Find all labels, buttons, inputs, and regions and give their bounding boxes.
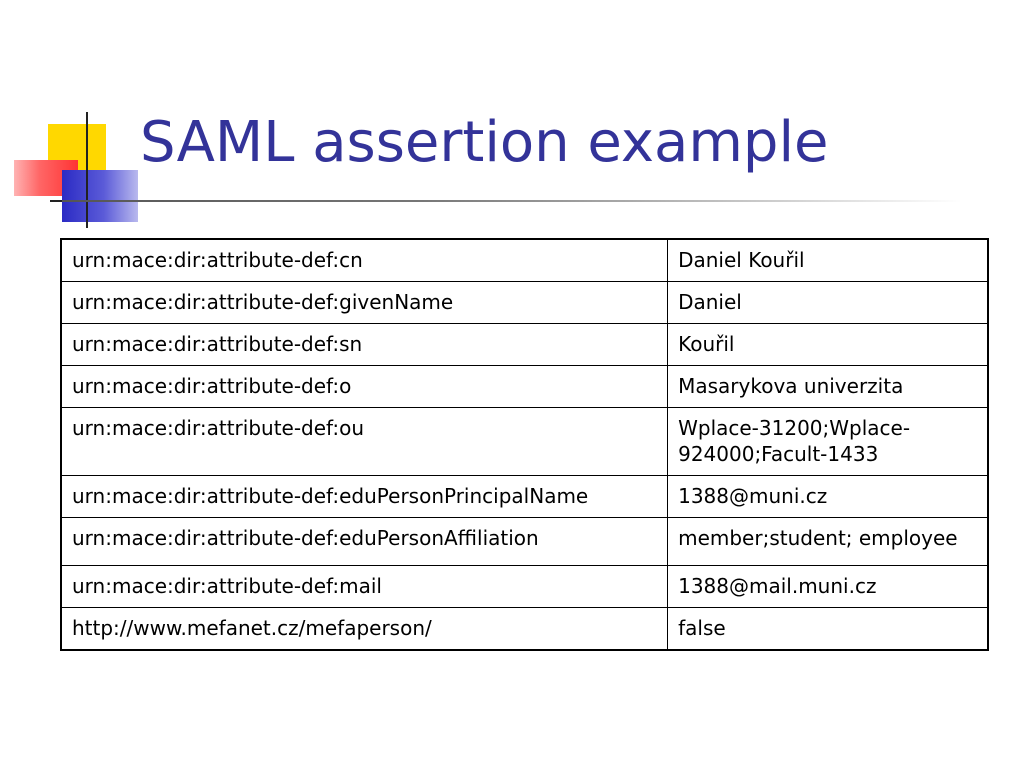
table-row — [61, 518, 988, 566]
table-row — [61, 366, 988, 408]
attribute-table — [60, 238, 989, 651]
attribute-value-cell: Masarykova univerzita — [668, 366, 988, 408]
slide-logo-decoration — [0, 0, 140, 240]
attribute-name-cell: urn:mace:dir:attribute-def:cn — [61, 239, 668, 282]
attribute-value-cell: 1388@mail.muni.cz — [668, 566, 988, 608]
logo-blue-square — [62, 170, 138, 222]
table-row — [61, 324, 988, 366]
slide-title: SAML assertion example — [140, 110, 829, 175]
attribute-name-cell: http://www.mefanet.cz/mefaperson/ — [61, 608, 668, 651]
table-row — [61, 608, 988, 651]
attribute-value-cell: member;student; employee — [668, 518, 988, 566]
attribute-value-cell: false — [668, 608, 988, 651]
table-row — [61, 566, 988, 608]
logo-vertical-line — [86, 112, 88, 228]
attribute-name-cell: urn:mace:dir:attribute-def:o — [61, 366, 668, 408]
attribute-name-cell: urn:mace:dir:attribute-def:givenName — [61, 282, 668, 324]
attribute-name-cell: urn:mace:dir:attribute-def:eduPersonAffiliation — [61, 518, 668, 566]
attribute-value-cell: Kouřil — [668, 324, 988, 366]
table-row — [61, 239, 988, 282]
attribute-name-cell: urn:mace:dir:attribute-def:mail — [61, 566, 668, 608]
attribute-name-cell: urn:mace:dir:attribute-def:eduPersonPrincipalName — [61, 476, 668, 518]
table-row — [61, 408, 988, 476]
attribute-value-cell: Wplace-31200;Wplace-924000;Facult-1433 — [668, 408, 988, 476]
table-row — [61, 282, 988, 324]
attribute-name-cell: urn:mace:dir:attribute-def:ou — [61, 408, 668, 476]
table-row — [61, 476, 988, 518]
attribute-value-cell: Daniel Kouřil — [668, 239, 988, 282]
attribute-value-cell: Daniel — [668, 282, 988, 324]
attribute-name-cell: urn:mace:dir:attribute-def:sn — [61, 324, 668, 366]
attribute-value-cell: 1388@muni.cz — [668, 476, 988, 518]
title-underline — [62, 200, 962, 202]
